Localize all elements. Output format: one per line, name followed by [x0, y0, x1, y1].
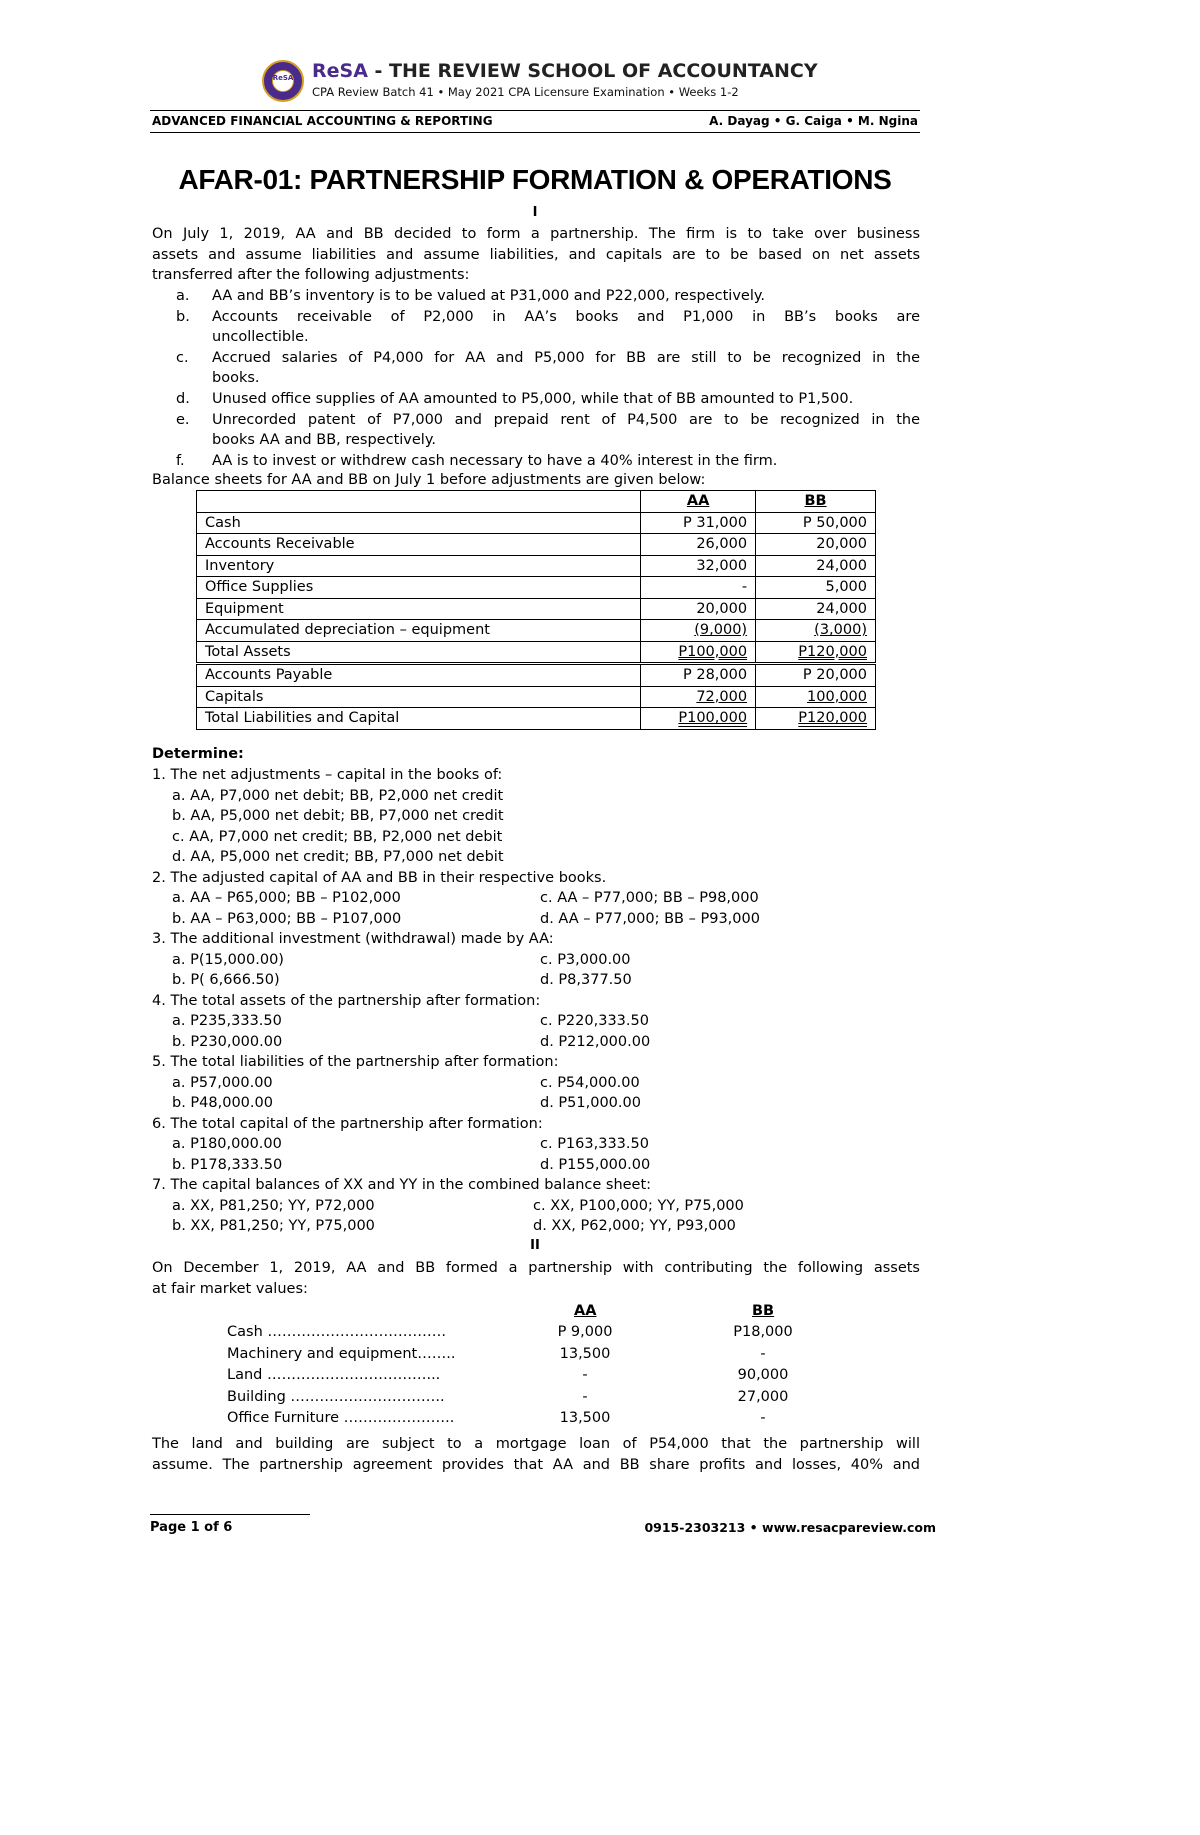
row-label: Office Supplies	[197, 577, 641, 599]
section-roman-2: II	[530, 1238, 540, 1253]
adj-text: books.	[212, 370, 260, 386]
row-aa: (9,000)	[641, 620, 756, 642]
row-label: Cash	[197, 512, 641, 534]
row-bb: P120,000	[756, 708, 876, 730]
question-6: 6. The total capital of the partnership after formation:	[152, 1116, 543, 1132]
adj-letter: a.	[176, 288, 190, 304]
header-divider-bottom	[150, 132, 920, 133]
choice: c. P220,333.50	[540, 1013, 649, 1029]
table-row	[197, 686, 876, 708]
row-label: Equipment	[197, 598, 641, 620]
header-divider-top	[150, 110, 920, 111]
footer-contact: 0915-2303213 • www.resacpareview.com	[644, 1520, 936, 1535]
choice: a. P180,000.00	[172, 1136, 282, 1152]
balance-sheet-table	[196, 490, 876, 730]
choice: b. P230,000.00	[172, 1034, 283, 1050]
table-row	[197, 641, 876, 664]
row-label: Accounts Receivable	[197, 534, 641, 556]
adj-text: Accounts receivable of P2,000 in AA’s books and P1,000 in BB’s books are	[212, 309, 920, 325]
choice: d. XX, P62,000; YY, P93,000	[533, 1218, 736, 1234]
adj-letter: e.	[176, 412, 190, 428]
row-aa: 72,000	[641, 686, 756, 708]
adj-text: AA is to invest or withdrew cash necessary to have a 40% interest in the firm.	[212, 453, 778, 469]
row-aa: 26,000	[641, 534, 756, 556]
section-roman-1: I	[532, 205, 538, 220]
asset-label: Cash ……………………………….	[227, 1324, 446, 1340]
choice: d. P155,000.00	[540, 1157, 651, 1173]
table-row	[197, 512, 876, 534]
page-title: AFAR-01: PARTNERSHIP FORMATION & OPERATIONS	[178, 164, 892, 195]
row-bb: (3,000)	[756, 620, 876, 642]
choice: c. AA, P7,000 net credit; BB, P2,000 net debit	[172, 829, 503, 845]
asset-label: Land ……………………………...	[227, 1367, 441, 1383]
table-row	[197, 555, 876, 577]
question-1: 1. The net adjustments – capital in the books of:	[152, 767, 503, 783]
asset-bb: 27,000	[737, 1389, 789, 1405]
row-aa: P 31,000	[641, 512, 756, 534]
row-label: Accounts Payable	[197, 664, 641, 687]
authors: A. Dayag • G. Caiga • M. Ngina	[709, 114, 918, 128]
choice: d. P8,377.50	[540, 972, 632, 988]
choice: a. XX, P81,250; YY, P72,000	[172, 1198, 375, 1214]
adj-text: Unrecorded patent of P7,000 and prepaid rent of P4,500 are to be recognized in the	[212, 412, 920, 428]
row-bb: 24,000	[756, 555, 876, 577]
adj-text: AA and BB’s inventory is to be valued at P31,000 and P22,000, respectively.	[212, 288, 765, 304]
row-label: Total Liabilities and Capital	[197, 708, 641, 730]
asset-bb: 90,000	[737, 1367, 789, 1383]
table-header-label	[197, 491, 641, 513]
choice: b. AA, P5,000 net debit; BB, P7,000 net credit	[172, 808, 504, 824]
asset-label: Office Furniture …………………..	[227, 1410, 455, 1426]
choice: c. XX, P100,000; YY, P75,000	[533, 1198, 744, 1214]
closing-line-1: The land and building are subject to a mortgage loan of P54,000 that the partnership will	[152, 1436, 920, 1452]
row-bb: P 50,000	[756, 512, 876, 534]
asset-aa: 13,500	[559, 1346, 611, 1362]
school-name	[312, 60, 818, 82]
choice: d. AA – P77,000; BB – P93,000	[540, 911, 760, 927]
choice: c. P3,000.00	[540, 952, 631, 968]
part2-intro-line-1: On December 1, 2019, AA and BB formed a partnership with contributing the following assets	[152, 1260, 920, 1276]
adj-text: books AA and BB, respectively.	[212, 432, 436, 448]
question-7: 7. The capital balances of XX and YY in the combined balance sheet:	[152, 1177, 652, 1193]
subject-label: ADVANCED FINANCIAL ACCOUNTING & REPORTING	[152, 114, 493, 128]
choice: b. XX, P81,250; YY, P75,000	[172, 1218, 375, 1234]
part2-header-bb: BB	[752, 1303, 775, 1319]
table-header-aa: AA	[641, 491, 756, 513]
table-header-bb: BB	[756, 491, 876, 513]
row-aa: P100,000	[641, 708, 756, 730]
asset-bb: -	[760, 1410, 766, 1426]
table-row	[197, 664, 876, 687]
row-bb: 5,000	[756, 577, 876, 599]
adj-letter: c.	[176, 350, 189, 366]
row-aa: 32,000	[641, 555, 756, 577]
table-row	[197, 577, 876, 599]
table-intro: Balance sheets for AA and BB on July 1 before adjustments are given below:	[152, 472, 706, 488]
choice: c. P163,333.50	[540, 1136, 649, 1152]
asset-bb: P18,000	[733, 1324, 793, 1340]
batch-line: CPA Review Batch 41 • May 2021 CPA Licensure Examination • Weeks 1-2	[312, 85, 739, 99]
adj-letter: b.	[176, 309, 190, 325]
choice: a. P57,000.00	[172, 1075, 273, 1091]
row-label: Inventory	[197, 555, 641, 577]
row-bb: P120,000	[756, 641, 876, 664]
row-bb: 20,000	[756, 534, 876, 556]
intro-line-3: transferred after the following adjustments:	[152, 267, 470, 283]
choice: d. AA, P5,000 net credit; BB, P7,000 net debit	[172, 849, 504, 865]
choice: a. AA, P7,000 net debit; BB, P2,000 net credit	[172, 788, 504, 804]
choice: a. P(15,000.00)	[172, 952, 284, 968]
row-bb: 24,000	[756, 598, 876, 620]
asset-bb: -	[760, 1346, 766, 1362]
adj-letter: d.	[176, 391, 190, 407]
table-row	[197, 534, 876, 556]
resa-logo-icon: ReSA	[262, 60, 304, 102]
table-header-row	[197, 491, 876, 513]
table-row	[197, 598, 876, 620]
school-brand: ReSA	[312, 60, 368, 82]
question-2: 2. The adjusted capital of AA and BB in their respective books.	[152, 870, 607, 886]
footer-divider	[150, 1514, 310, 1515]
adj-text: uncollectible.	[212, 329, 309, 345]
adj-letter: f.	[176, 453, 185, 469]
asset-aa: 13,500	[559, 1410, 611, 1426]
intro-line-2: assets and assume liabilities and assume liabilities, and capitals are to be based on net assets	[152, 247, 920, 263]
row-label: Accumulated depreciation – equipment	[197, 620, 641, 642]
question-5: 5. The total liabilities of the partnership after formation:	[152, 1054, 559, 1070]
choice: c. P54,000.00	[540, 1075, 640, 1091]
question-3: 3. The additional investment (withdrawal) made by AA:	[152, 931, 554, 947]
row-aa: P100,000	[641, 641, 756, 664]
part2-header-aa: AA	[574, 1303, 597, 1319]
adj-text: Unused office supplies of AA amounted to P5,000, while that of BB amounted to P1,500.	[212, 391, 854, 407]
choice: d. P51,000.00	[540, 1095, 641, 1111]
part2-intro-line-2: at fair market values:	[152, 1281, 308, 1297]
row-aa: P 28,000	[641, 664, 756, 687]
closing-line-2: assume. The partnership agreement provides that AA and BB share profits and losses, 40% and	[152, 1457, 920, 1473]
question-4: 4. The total assets of the partnership after formation:	[152, 993, 541, 1009]
determine-heading: Determine:	[152, 746, 244, 762]
choice: b. AA – P63,000; BB – P107,000	[172, 911, 402, 927]
asset-label: Machinery and equipment……..	[227, 1346, 456, 1362]
page-number: Page 1 of 6	[150, 1520, 233, 1535]
intro-line-1: On July 1, 2019, AA and BB decided to form a partnership. The firm is to take over business	[152, 226, 920, 242]
choice: c. AA – P77,000; BB – P98,000	[540, 890, 759, 906]
row-aa: -	[641, 577, 756, 599]
row-label: Total Assets	[197, 641, 641, 664]
row-bb: P 20,000	[756, 664, 876, 687]
table-row	[197, 620, 876, 642]
choice: b. P178,333.50	[172, 1157, 283, 1173]
choice: a. P235,333.50	[172, 1013, 282, 1029]
row-bb: 100,000	[756, 686, 876, 708]
choice: b. P( 6,666.50)	[172, 972, 280, 988]
choice: b. P48,000.00	[172, 1095, 273, 1111]
row-label: Capitals	[197, 686, 641, 708]
asset-label: Building …………………………..	[227, 1389, 445, 1405]
row-aa: 20,000	[641, 598, 756, 620]
choice: d. P212,000.00	[540, 1034, 651, 1050]
school-name-rest: - THE REVIEW SCHOOL OF ACCOUNTANCY	[367, 60, 818, 82]
adj-text: Accrued salaries of P4,000 for AA and P5,000 for BB are still to be recognized in the	[212, 350, 920, 366]
asset-aa: -	[582, 1367, 588, 1383]
choice: a. AA – P65,000; BB – P102,000	[172, 890, 401, 906]
asset-aa: P 9,000	[557, 1324, 613, 1340]
asset-aa: -	[582, 1389, 588, 1405]
table-row	[197, 708, 876, 730]
